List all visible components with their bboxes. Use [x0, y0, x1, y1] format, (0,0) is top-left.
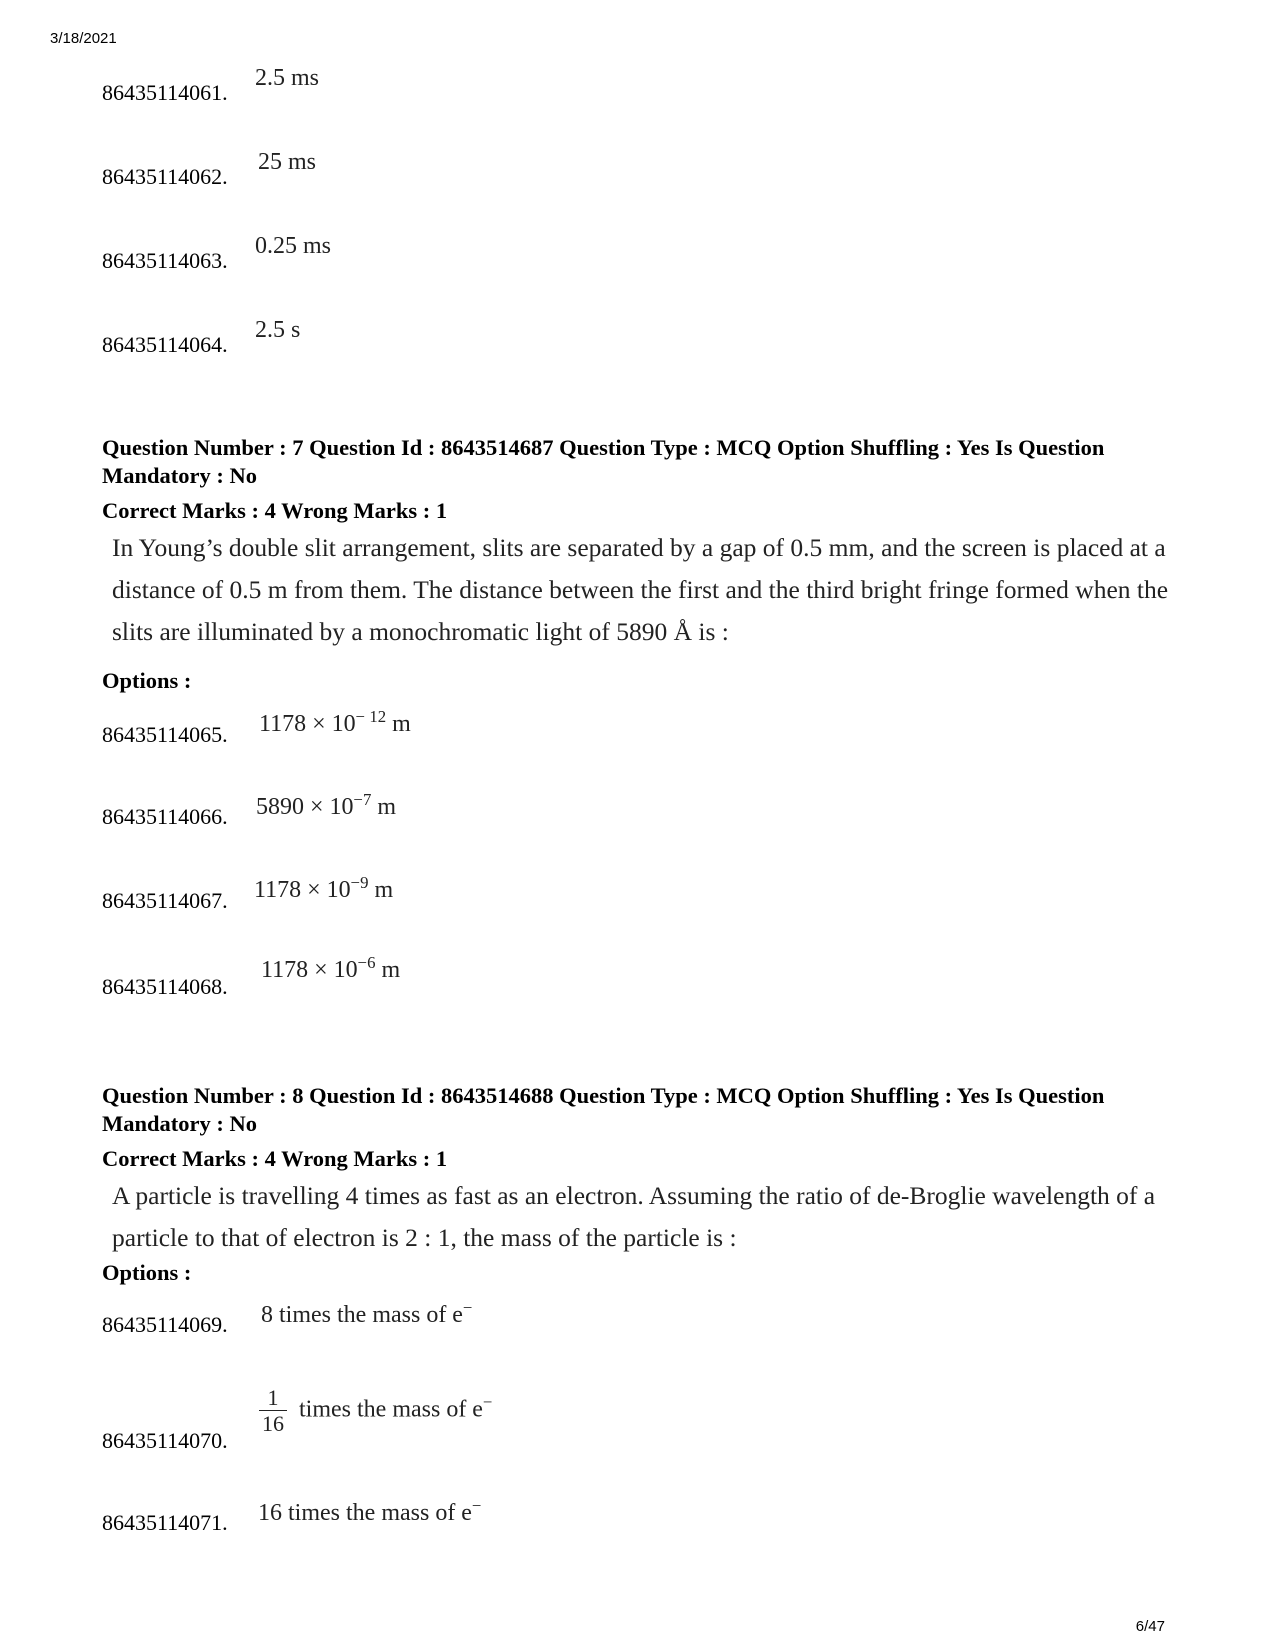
- option-value: 25 ms: [258, 149, 317, 175]
- question-8-header: Question Number : 8 Question Id : 8643514688 Question Type : MCQ Option Shuffling : Yes Is Question Mandatory : No: [102, 1083, 1105, 1136]
- option-value: $\frac{1}{16}$ times the mass of e−: [259, 1385, 492, 1437]
- print-date: 3/18/2021: [50, 30, 117, 47]
- question-8-marks: Correct Marks : 4 Wrong Marks : 1: [102, 1146, 448, 1171]
- question-7-options-label: Options :: [102, 668, 192, 693]
- question-7-marks: Correct Marks : 4 Wrong Marks : 1: [102, 498, 448, 523]
- option-value: $1178 \times 10^{-6}$ m: [261, 953, 401, 983]
- fraction: $\frac{1}{16}$: [259, 1385, 287, 1437]
- option-value: 2.5 s: [255, 317, 301, 343]
- option-id: 86435114068.: [102, 974, 228, 999]
- question-7-text: In Young’s double slit arrangement, slits are separated by a gap of 0.5 mm, and the screen is placed at a distance of 0.5 m from them. The distance between the first and the third bright fringe formed when the slits are illuminated by a monochromatic light of 5890 Å is :: [112, 533, 1169, 646]
- option-id: 86435114067.: [102, 888, 228, 913]
- option-value: $5890 \times 10^{-7}$ m: [256, 790, 397, 820]
- option-id: 86435114065.: [102, 722, 228, 747]
- question-8-options-label: Options :: [102, 1260, 192, 1285]
- question-7-header: Question Number : 7 Question Id : 8643514687 Question Type : MCQ Option Shuffling : Yes Is Question Mandatory : No: [102, 435, 1105, 488]
- option-value: $1178 \times 10^{-9}$ m: [254, 873, 394, 903]
- option-id: 86435114069.: [102, 1312, 228, 1337]
- option-id: 86435114066.: [102, 804, 228, 829]
- question-8-text: A particle is travelling 4 times as fast as an electron. Assuming the ratio of de-Broglie wavelength of a particle to that of electron is 2 : 1, the mass of the particle is :: [112, 1181, 1156, 1252]
- option-id: 86435114062.: [102, 164, 228, 189]
- option-id: 86435114063.: [102, 248, 228, 273]
- option-value: 8 times the mass of e−: [261, 1298, 473, 1328]
- option-id: 86435114061.: [102, 80, 228, 105]
- option-value: $1178 \times 10^{- 12}$ m: [259, 707, 411, 737]
- option-value: 16 times the mass of e−: [258, 1496, 482, 1526]
- option-id: 86435114064.: [102, 332, 228, 357]
- page-number: 6/47: [1135, 1618, 1165, 1635]
- option-id: 86435114070.: [102, 1428, 228, 1453]
- option-value: 2.5 ms: [255, 65, 320, 91]
- option-value: 0.25 ms: [255, 233, 332, 259]
- option-id: 86435114071.: [102, 1510, 228, 1535]
